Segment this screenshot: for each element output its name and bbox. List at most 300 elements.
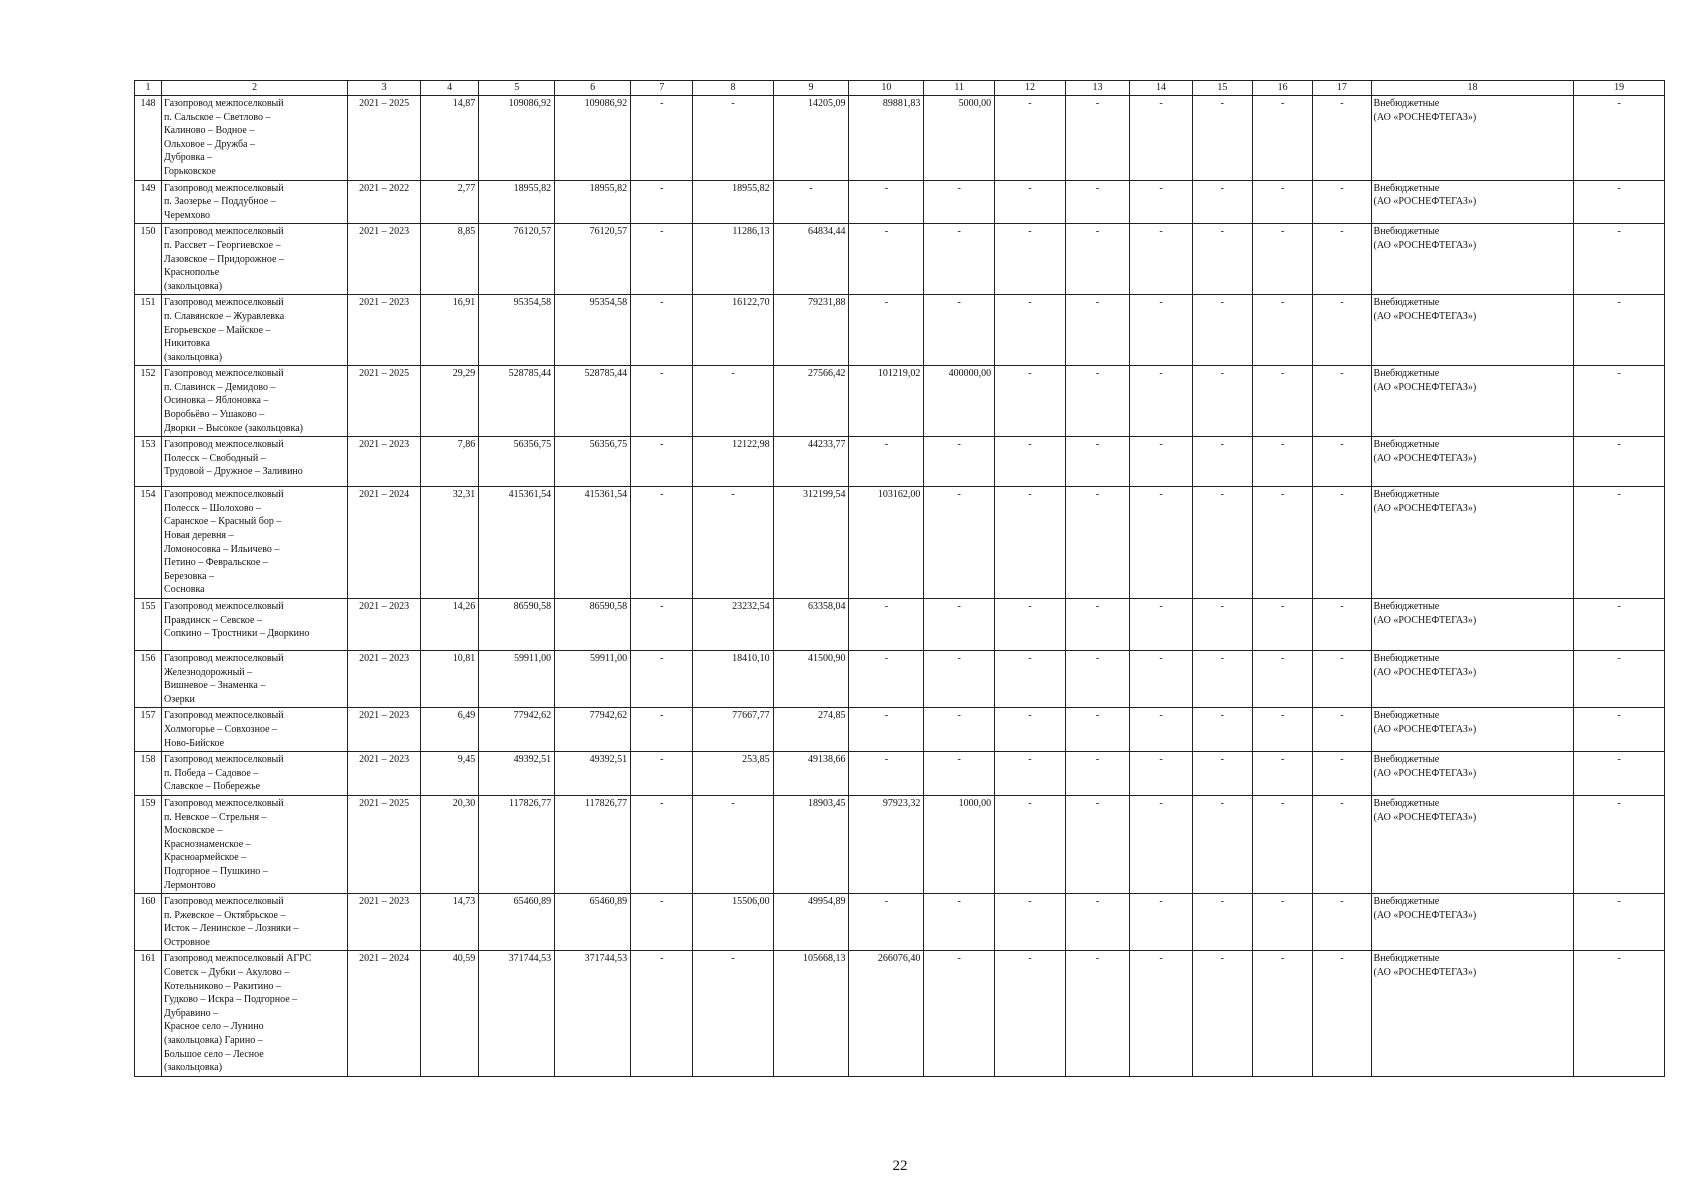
value-cell: - (995, 599, 1066, 651)
value-cell: - (1313, 180, 1371, 224)
value-cell: - (1065, 951, 1129, 1076)
object-name-cell: Газопровод межпоселковый п. Заозерье – Поддубное – Черемхово (162, 180, 348, 224)
value-cell: - (1574, 752, 1665, 796)
value-cell: - (1192, 96, 1252, 181)
value-cell: 14,26 (421, 599, 479, 651)
value-cell: - (995, 487, 1066, 599)
value-cell: 40,59 (421, 951, 479, 1076)
value-cell: 15506,00 (693, 894, 773, 951)
value-cell: 56356,75 (479, 437, 555, 487)
value-cell: - (849, 752, 924, 796)
value-cell: 528785,44 (555, 366, 631, 437)
table-row (135, 651, 1665, 708)
period-cell: 2021 – 2024 (348, 951, 421, 1076)
value-cell: - (1574, 708, 1665, 752)
value-cell: - (924, 951, 995, 1076)
value-cell: 29,29 (421, 366, 479, 437)
value-cell: - (1313, 752, 1371, 796)
value-cell: - (1130, 951, 1192, 1076)
value-cell: - (631, 180, 693, 224)
value-cell: - (1130, 708, 1192, 752)
value-cell: - (631, 295, 693, 366)
row-number-cell: 153 (135, 437, 162, 487)
value-cell: - (924, 708, 995, 752)
value-cell: - (1574, 487, 1665, 599)
period-cell: 2021 – 2023 (348, 224, 421, 295)
value-cell: - (1192, 180, 1252, 224)
value-cell: - (1192, 651, 1252, 708)
column-number-5: 5 (479, 81, 555, 96)
funding-source-cell: Внебюджетные (АО «РОСНЕФТЕГАЗ») (1371, 437, 1574, 487)
column-number-19: 19 (1574, 81, 1665, 96)
funding-source-cell: Внебюджетные (АО «РОСНЕФТЕГАЗ») (1371, 651, 1574, 708)
value-cell: - (1574, 437, 1665, 487)
value-cell: 117826,77 (479, 795, 555, 893)
value-cell: - (1065, 487, 1129, 599)
value-cell: - (1313, 708, 1371, 752)
value-cell: - (631, 795, 693, 893)
object-name-cell: Газопровод межпоселковый п. Невское – Стрельня – Московское – Краснознаменское – Красноармейское – Подгорное – Пушкино – Лермонтово (162, 795, 348, 893)
column-number-11: 11 (924, 81, 995, 96)
value-cell: 266076,40 (849, 951, 924, 1076)
value-cell: - (849, 651, 924, 708)
value-cell: - (1192, 795, 1252, 893)
value-cell: 16122,70 (693, 295, 773, 366)
value-cell: - (1130, 599, 1192, 651)
object-name-cell: Газопровод межпоселковый п. Славинск – Демидово – Осиновка – Яблоновка – Воробьёво – Ушаково – Дворки – Высокое (закольцовка) (162, 366, 348, 437)
value-cell: - (1253, 96, 1313, 181)
value-cell: 400000,00 (924, 366, 995, 437)
value-cell: 27566,42 (773, 366, 849, 437)
column-number-16: 16 (1253, 81, 1313, 96)
value-cell: - (1130, 752, 1192, 796)
value-cell: - (924, 180, 995, 224)
value-cell: - (1253, 366, 1313, 437)
value-cell: - (1574, 96, 1665, 181)
value-cell: - (1574, 366, 1665, 437)
object-name-cell: Газопровод межпоселковый Полесск – Шолохово – Саранское – Красный бор – Новая деревня – Ломоносовка – Ильичево – Петино – Февральское – Березовка – Сосновка (162, 487, 348, 599)
column-number-18: 18 (1371, 81, 1574, 96)
value-cell: 103162,00 (849, 487, 924, 599)
table-row (135, 224, 1665, 295)
value-cell: - (995, 180, 1066, 224)
value-cell: - (1313, 651, 1371, 708)
value-cell: 528785,44 (479, 366, 555, 437)
value-cell: - (1192, 752, 1252, 796)
value-cell: - (1313, 437, 1371, 487)
value-cell: 109086,92 (479, 96, 555, 181)
funding-source-cell: Внебюджетные (АО «РОСНЕФТЕГАЗ») (1371, 599, 1574, 651)
funding-source-cell: Внебюджетные (АО «РОСНЕФТЕГАЗ») (1371, 708, 1574, 752)
value-cell: - (1313, 295, 1371, 366)
value-cell: - (995, 437, 1066, 487)
value-cell: 18955,82 (479, 180, 555, 224)
column-number-14: 14 (1130, 81, 1192, 96)
column-number-1: 1 (135, 81, 162, 96)
column-number-13: 13 (1065, 81, 1129, 96)
value-cell: - (1065, 437, 1129, 487)
value-cell: 76120,57 (479, 224, 555, 295)
row-number-cell: 159 (135, 795, 162, 893)
value-cell: - (693, 96, 773, 181)
period-cell: 2021 – 2025 (348, 795, 421, 893)
value-cell: - (1192, 366, 1252, 437)
table-row (135, 487, 1665, 599)
funding-source-cell: Внебюджетные (АО «РОСНЕФТЕГАЗ») (1371, 894, 1574, 951)
value-cell: - (1065, 180, 1129, 224)
value-cell: - (1253, 224, 1313, 295)
object-name-cell: Газопровод межпоселковый п. Сальское – Светлово – Калиново – Водное – Ольховое – Дружба – Дубровка – Горьковское (162, 96, 348, 181)
value-cell: - (1574, 651, 1665, 708)
value-cell: 1000,00 (924, 795, 995, 893)
value-cell: - (995, 295, 1066, 366)
value-cell: - (849, 224, 924, 295)
table-row (135, 295, 1665, 366)
value-cell: - (1253, 651, 1313, 708)
value-cell: - (1130, 487, 1192, 599)
value-cell: - (1130, 651, 1192, 708)
object-name-cell: Газопровод межпоселковый п. Победа – Садовое – Славское – Побережье (162, 752, 348, 796)
value-cell: 86590,58 (479, 599, 555, 651)
value-cell: - (1253, 295, 1313, 366)
value-cell: - (631, 96, 693, 181)
column-number-17: 17 (1313, 81, 1371, 96)
column-number-10: 10 (849, 81, 924, 96)
value-cell: 7,86 (421, 437, 479, 487)
value-cell: - (849, 437, 924, 487)
value-cell: - (995, 951, 1066, 1076)
value-cell: 109086,92 (555, 96, 631, 181)
period-cell: 2021 – 2023 (348, 599, 421, 651)
value-cell: - (1253, 180, 1313, 224)
value-cell: - (924, 295, 995, 366)
column-number-6: 6 (555, 81, 631, 96)
column-number-15: 15 (1192, 81, 1252, 96)
value-cell: - (1574, 180, 1665, 224)
row-number-cell: 149 (135, 180, 162, 224)
value-cell: - (631, 224, 693, 295)
period-cell: 2021 – 2023 (348, 295, 421, 366)
value-cell: 117826,77 (555, 795, 631, 893)
object-name-cell: Газопровод межпоселковый п. Славянское – Журавлевка Егорьевское – Майское – Никитовка (закольцовка) (162, 295, 348, 366)
column-number-7: 7 (631, 81, 693, 96)
value-cell: 44233,77 (773, 437, 849, 487)
value-cell: 12122,98 (693, 437, 773, 487)
period-cell: 2021 – 2022 (348, 180, 421, 224)
funding-source-cell: Внебюджетные (АО «РОСНЕФТЕГАЗ») (1371, 795, 1574, 893)
value-cell: - (924, 437, 995, 487)
value-cell: 10,81 (421, 651, 479, 708)
value-cell: - (631, 752, 693, 796)
value-cell: - (1065, 795, 1129, 893)
table-row (135, 951, 1665, 1076)
value-cell: - (1192, 437, 1252, 487)
value-cell: - (1253, 795, 1313, 893)
value-cell: 14,73 (421, 894, 479, 951)
value-cell: 274,85 (773, 708, 849, 752)
value-cell: 59911,00 (555, 651, 631, 708)
value-cell: - (773, 180, 849, 224)
value-cell: 14205,09 (773, 96, 849, 181)
value-cell: - (924, 224, 995, 295)
value-cell: - (1253, 951, 1313, 1076)
value-cell: - (995, 96, 1066, 181)
value-cell: 79231,88 (773, 295, 849, 366)
period-cell: 2021 – 2025 (348, 96, 421, 181)
value-cell: - (1253, 599, 1313, 651)
value-cell: - (1130, 366, 1192, 437)
column-number-12: 12 (995, 81, 1066, 96)
value-cell: 65460,89 (555, 894, 631, 951)
value-cell: - (1130, 437, 1192, 487)
value-cell: - (1313, 96, 1371, 181)
object-name-cell: Газопровод межпоселковый п. Рассвет – Георгиевское – Лазовское – Придорожное – Краснополье (закольцовка) (162, 224, 348, 295)
value-cell: 41500,90 (773, 651, 849, 708)
value-cell: - (995, 795, 1066, 893)
value-cell: - (849, 708, 924, 752)
financing-table (134, 80, 1665, 1077)
value-cell: - (849, 599, 924, 651)
value-cell: - (1130, 96, 1192, 181)
value-cell: - (924, 752, 995, 796)
period-cell: 2021 – 2023 (348, 651, 421, 708)
value-cell: 89881,83 (849, 96, 924, 181)
value-cell: 49954,89 (773, 894, 849, 951)
value-cell: - (631, 599, 693, 651)
value-cell: 23232,54 (693, 599, 773, 651)
value-cell: - (1313, 795, 1371, 893)
row-number-cell: 158 (135, 752, 162, 796)
period-cell: 2021 – 2023 (348, 437, 421, 487)
funding-source-cell: Внебюджетные (АО «РОСНЕФТЕГАЗ») (1371, 487, 1574, 599)
funding-source-cell: Внебюджетные (АО «РОСНЕФТЕГАЗ») (1371, 180, 1574, 224)
value-cell: - (631, 651, 693, 708)
value-cell: 49392,51 (479, 752, 555, 796)
value-cell: - (1130, 180, 1192, 224)
value-cell: - (1574, 951, 1665, 1076)
value-cell: 97923,32 (849, 795, 924, 893)
value-cell: - (693, 487, 773, 599)
object-name-cell: Газопровод межпоселковый Правдинск – Севское – Сопкино – Тростники – Дворкино (162, 599, 348, 651)
value-cell: - (631, 487, 693, 599)
row-number-cell: 152 (135, 366, 162, 437)
row-number-cell: 148 (135, 96, 162, 181)
row-number-cell: 150 (135, 224, 162, 295)
value-cell: 63358,04 (773, 599, 849, 651)
table-row (135, 752, 1665, 796)
value-cell: - (995, 752, 1066, 796)
table-row (135, 437, 1665, 487)
row-number-cell: 161 (135, 951, 162, 1076)
value-cell: 65460,89 (479, 894, 555, 951)
row-number-cell: 160 (135, 894, 162, 951)
funding-source-cell: Внебюджетные (АО «РОСНЕФТЕГАЗ») (1371, 224, 1574, 295)
value-cell: - (1253, 894, 1313, 951)
funding-source-cell: Внебюджетные (АО «РОСНЕФТЕГАЗ») (1371, 951, 1574, 1076)
value-cell: - (1574, 894, 1665, 951)
value-cell: 371744,53 (479, 951, 555, 1076)
value-cell: - (1192, 599, 1252, 651)
value-cell: - (1130, 295, 1192, 366)
value-cell: - (924, 487, 995, 599)
value-cell: - (1192, 487, 1252, 599)
value-cell: - (1192, 894, 1252, 951)
value-cell: 253,85 (693, 752, 773, 796)
row-number-cell: 156 (135, 651, 162, 708)
value-cell: - (849, 295, 924, 366)
period-cell: 2021 – 2025 (348, 366, 421, 437)
value-cell: - (1313, 951, 1371, 1076)
value-cell: - (1065, 708, 1129, 752)
value-cell: - (1313, 224, 1371, 295)
value-cell: 18955,82 (555, 180, 631, 224)
period-cell: 2021 – 2023 (348, 894, 421, 951)
value-cell: 49392,51 (555, 752, 631, 796)
value-cell: - (924, 651, 995, 708)
value-cell: - (995, 894, 1066, 951)
object-name-cell: Газопровод межпоселковый п. Ржевское – Октябрьское – Исток – Ленинское – Лозняки – Островное (162, 894, 348, 951)
value-cell: 32,31 (421, 487, 479, 599)
value-cell: - (693, 366, 773, 437)
value-cell: - (924, 599, 995, 651)
value-cell: 5000,00 (924, 96, 995, 181)
value-cell: - (995, 651, 1066, 708)
object-name-cell: Газопровод межпоселковый АГРС Советск – Дубки – Акулово – Котельниково – Ракитино – Гудково – Искра – Подгорное – Дубравино – Красное село – Лунино (закольцовка) Гарино – Большое село – Лесное (закольцовка) (162, 951, 348, 1076)
value-cell: - (1253, 437, 1313, 487)
value-cell: 371744,53 (555, 951, 631, 1076)
value-cell: - (1065, 96, 1129, 181)
table-row (135, 96, 1665, 181)
value-cell: - (924, 894, 995, 951)
value-cell: - (1065, 366, 1129, 437)
value-cell: 77667,77 (693, 708, 773, 752)
value-cell: 64834,44 (773, 224, 849, 295)
value-cell: 59911,00 (479, 651, 555, 708)
value-cell: - (1065, 894, 1129, 951)
value-cell: - (631, 437, 693, 487)
value-cell: - (1065, 599, 1129, 651)
value-cell: 18903,45 (773, 795, 849, 893)
value-cell: 20,30 (421, 795, 479, 893)
row-number-cell: 154 (135, 487, 162, 599)
object-name-cell: Газопровод межпоселковый Полесск – Свободный – Трудовой – Дружное – Заливино (162, 437, 348, 487)
value-cell: - (1130, 224, 1192, 295)
value-cell: - (1065, 295, 1129, 366)
table-row (135, 599, 1665, 651)
value-cell: 11286,13 (693, 224, 773, 295)
column-number-2: 2 (162, 81, 348, 96)
value-cell: - (1253, 752, 1313, 796)
value-cell: 2,77 (421, 180, 479, 224)
object-name-cell: Газопровод межпоселковый Холмогорье – Совхозное – Ново-Бийское (162, 708, 348, 752)
value-cell: - (1130, 795, 1192, 893)
value-cell: - (1313, 366, 1371, 437)
value-cell: - (631, 366, 693, 437)
value-cell: - (631, 894, 693, 951)
column-number-9: 9 (773, 81, 849, 96)
table-row (135, 366, 1665, 437)
value-cell: - (1313, 487, 1371, 599)
value-cell: - (1253, 487, 1313, 599)
value-cell: - (995, 366, 1066, 437)
value-cell: 9,45 (421, 752, 479, 796)
period-cell: 2021 – 2023 (348, 752, 421, 796)
period-cell: 2021 – 2023 (348, 708, 421, 752)
value-cell: 8,85 (421, 224, 479, 295)
value-cell: - (1574, 795, 1665, 893)
value-cell: 95354,58 (555, 295, 631, 366)
value-cell: - (1574, 295, 1665, 366)
value-cell: - (849, 180, 924, 224)
funding-source-cell: Внебюджетные (АО «РОСНЕФТЕГАЗ») (1371, 752, 1574, 796)
value-cell: - (1192, 708, 1252, 752)
column-number-4: 4 (421, 81, 479, 96)
value-cell: - (1574, 224, 1665, 295)
value-cell: - (1065, 752, 1129, 796)
value-cell: - (1192, 295, 1252, 366)
table-row (135, 795, 1665, 893)
funding-source-cell: Внебюджетные (АО «РОСНЕФТЕГАЗ») (1371, 96, 1574, 181)
period-cell: 2021 – 2024 (348, 487, 421, 599)
value-cell: - (1313, 894, 1371, 951)
value-cell: - (995, 708, 1066, 752)
value-cell: - (1192, 951, 1252, 1076)
value-cell: 415361,54 (555, 487, 631, 599)
value-cell: - (1253, 708, 1313, 752)
value-cell: 16,91 (421, 295, 479, 366)
value-cell: 95354,58 (479, 295, 555, 366)
value-cell: 101219,02 (849, 366, 924, 437)
value-cell: - (1065, 651, 1129, 708)
column-number-8: 8 (693, 81, 773, 96)
value-cell: - (995, 224, 1066, 295)
value-cell: 415361,54 (479, 487, 555, 599)
value-cell: - (849, 894, 924, 951)
value-cell: - (1574, 599, 1665, 651)
value-cell: - (631, 951, 693, 1076)
value-cell: 49138,66 (773, 752, 849, 796)
value-cell: - (631, 708, 693, 752)
value-cell: 76120,57 (555, 224, 631, 295)
table-row (135, 894, 1665, 951)
value-cell: - (1065, 224, 1129, 295)
value-cell: - (1192, 224, 1252, 295)
row-number-cell: 157 (135, 708, 162, 752)
funding-source-cell: Внебюджетные (АО «РОСНЕФТЕГАЗ») (1371, 366, 1574, 437)
page-number: 22 (892, 1158, 908, 1174)
table-row (135, 708, 1665, 752)
value-cell: 77942,62 (555, 708, 631, 752)
value-cell: 77942,62 (479, 708, 555, 752)
funding-source-cell: Внебюджетные (АО «РОСНЕФТЕГАЗ») (1371, 295, 1574, 366)
value-cell: - (693, 951, 773, 1076)
value-cell: 18955,82 (693, 180, 773, 224)
header-row (135, 81, 1665, 96)
value-cell: 86590,58 (555, 599, 631, 651)
value-cell: 105668,13 (773, 951, 849, 1076)
value-cell: 14,87 (421, 96, 479, 181)
value-cell: 6,49 (421, 708, 479, 752)
value-cell: 18410,10 (693, 651, 773, 708)
value-cell: 56356,75 (555, 437, 631, 487)
value-cell: - (1130, 894, 1192, 951)
value-cell: 312199,54 (773, 487, 849, 599)
row-number-cell: 151 (135, 295, 162, 366)
column-number-3: 3 (348, 81, 421, 96)
table-row (135, 180, 1665, 224)
object-name-cell: Газопровод межпоселковый Железнодорожный – Вишневое – Знаменка – Озерки (162, 651, 348, 708)
value-cell: - (693, 795, 773, 893)
